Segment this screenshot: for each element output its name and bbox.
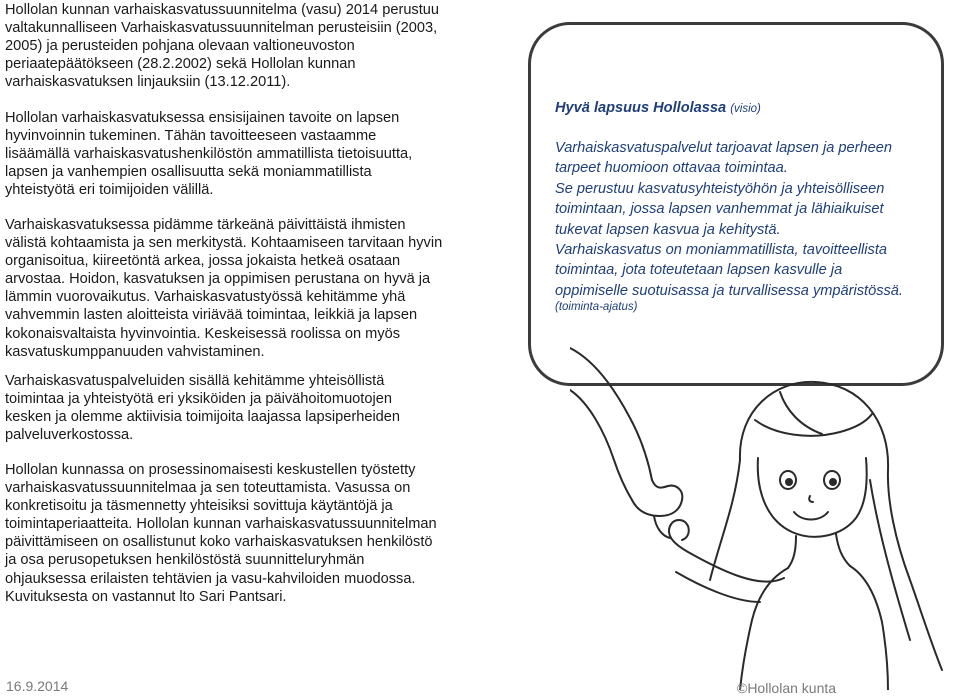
child-holding-hand-illustration: [570, 340, 959, 690]
adult-sleeve: [570, 348, 652, 480]
vision-title-tag: (visio): [730, 103, 761, 115]
intro-paragraph: Hollolan kunnan varhaiskasvatussuunnitelma (vasu) 2014 perustuu valtakunnalliseen Varhaiskasvatussuunnitelman perusteisiin (2003, 2005) ja perusteiden pohjana olevaan valtioneuvoston periaatepäätökseen (28.2.2002) sekä Hollolan kunnan varhaiskasvatuksen linjauksiin (13.12.2011).: [5, 2, 440, 91]
child-smile: [794, 512, 828, 520]
cooperation-paragraph: Varhaiskasvatuspalveluiden sisällä kehitämme yhteisöllistä toimintaa ja yhteistyötä eri yksiköiden ja päivähoitomuotojen kesken ja olemme aktiivisia toimijoita laajassa lapsiperheiden palveluverkostossa.: [5, 373, 401, 444]
encounter-paragraph: Varhaiskasvatuksessa pidämme tärkeänä päivittäistä ihmisten välistä kohtaamista ja sen merkitystä. Kohtaamiseen tarvitaan hyvin organisoitua, kiireetöntä arkea, jossa jokaista hetkeä osataan arvostaa. Hoidon, kasvatuksen ja oppimisen perustana on hyvä ja lämmin vuorovaikutus. Varhaiskasvatustyössä kehitämme yhä vahvemmin lasten aloitteista viriävää toimintaa, leikkiä ja lapsen kokonaisvaltaista hyvinvointia. Keskeisessä roolissa on myös kasvatuskumppanuuden vahvistaminen.: [5, 217, 443, 360]
footer-copyright: ©Hollolan kunta: [737, 680, 837, 696]
vision-text: Varhaiskasvatuspalvelut tarjoavat lapsen ja perheen tarpeet huomioon ottavaa toimintaa. Se perustuu kasvatusyhteistyöhön ja yhteisölliseen toimintaan, jossa lapsen vanhemmat ja lähiaikuiset tukevat lapsen kasvua ja kehitystä. Varhaiskasvatus on moniammatillista, tavoitteellista toimintaa, jota toteutetaan lapsen kasvulle ja oppimiselle suotuisassa ja turvallisessa ympäristössä.: [555, 140, 903, 299]
child-body: [740, 568, 788, 690]
process-paragraph: Hollolan kunnassa on prosessinomaisesti keskustellen työstetty varhaiskasvatussuunnitelmaa ja sen toteuttamista. Vasussa on konkretisoitu ja täsmennetty yhteisiksi sovittuja käytäntöjä ja toimintaperiaatteita. Hollolan kunnan varhaiskasvatussuunnitelman päivittämiseen on osallistunut koko varhaiskasvatuksen henkilöstö ja osa perusopetuksen henkilöstöstä suunnitteluryhmän ohjauksessa erilaisten tehtävien ja vasu-kahviloiden muodossa. Kuvituksesta on vastannut lto Sari Pantsari.: [5, 462, 437, 605]
vision-title-text: Hyvä lapsuus Hollolassa: [555, 100, 727, 116]
child-hair: [740, 382, 942, 670]
adult-hand: [632, 480, 682, 516]
footer-date: 16.9.2014: [6, 678, 69, 694]
vision-title: [555, 100, 761, 116]
child-face: [758, 458, 867, 537]
mission-label: (toiminta-ajatus): [555, 301, 638, 313]
goal-paragraph: Hollolan varhaiskasvatuksessa ensisijainen tavoite on lapsen hyvinvoinnin tukeminen. Tähän tavoitteeseen vastaamme lisäämällä varhaiskasvatushenkilöstön ammatillista tietoisuutta, lapsen ja vanhempien osallisuutta sekä moniammatillista yhteistyötä eri toimijoiden välillä.: [5, 110, 413, 199]
child-arm: [669, 526, 784, 582]
